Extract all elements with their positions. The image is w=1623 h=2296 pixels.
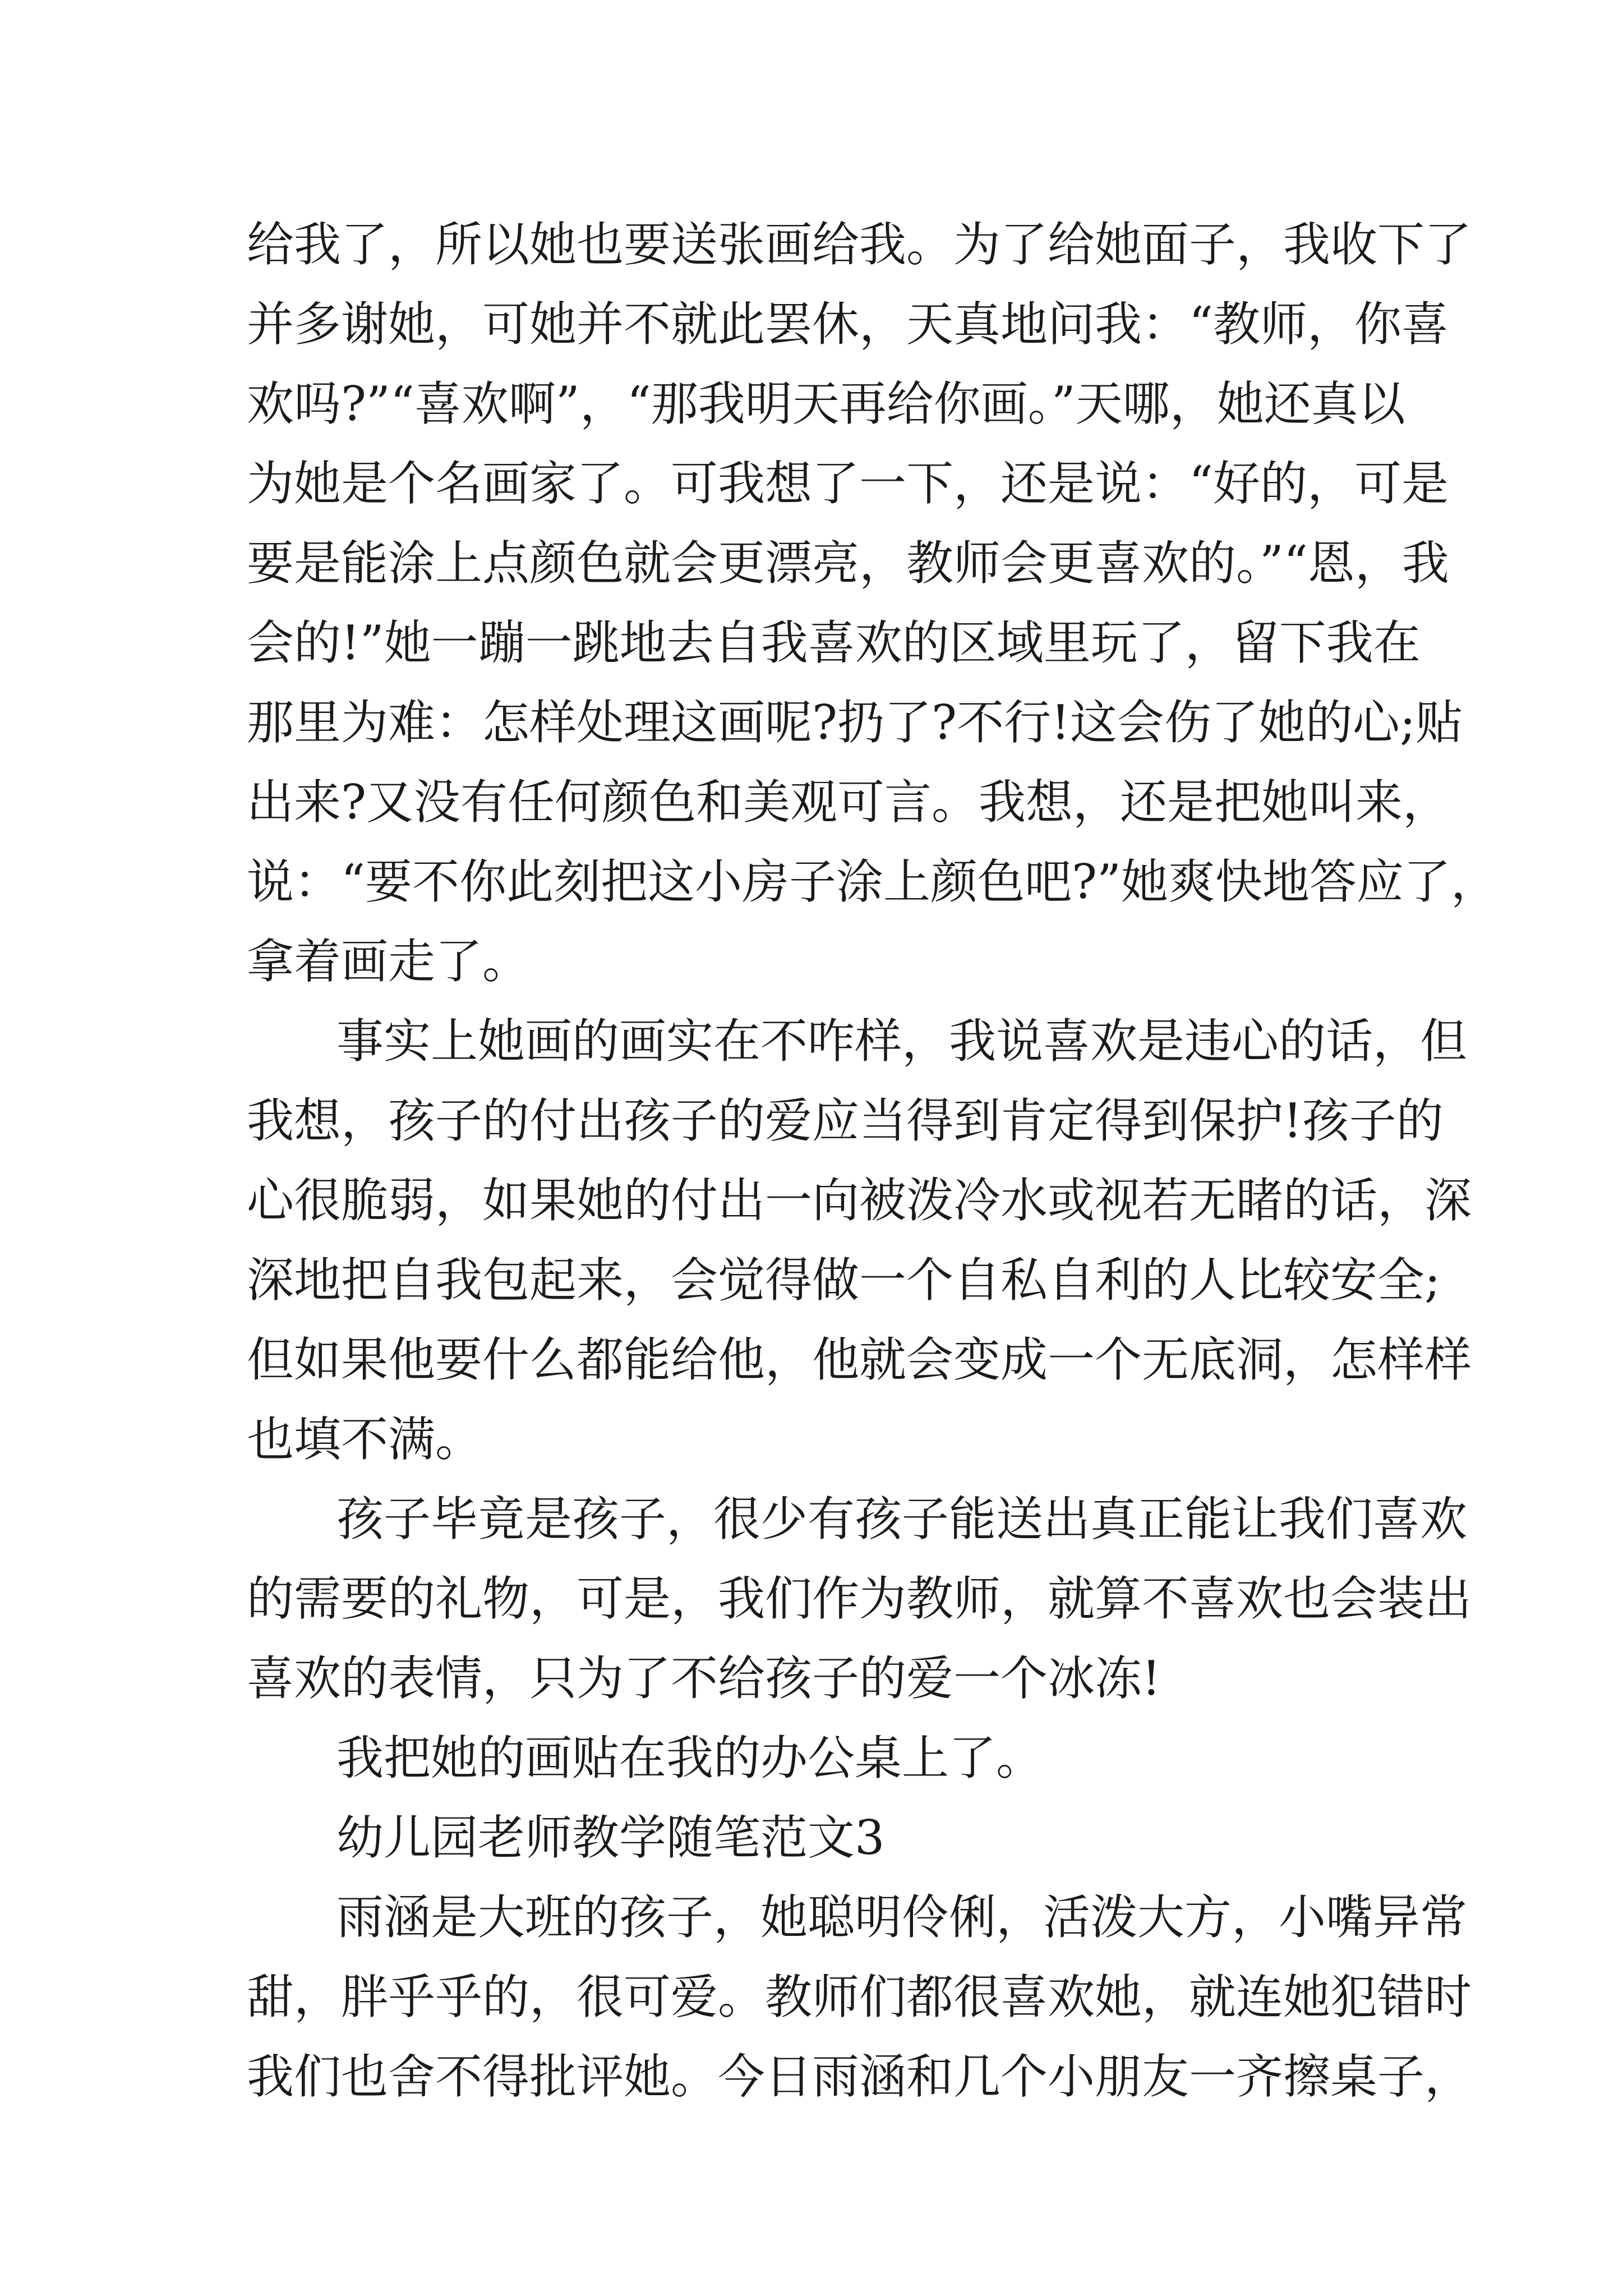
text-line: 雨涵是大班的孩子，她聪明伶俐，活泼大方，小嘴异常 [336, 1890, 1468, 1945]
text-line: 给我了，所以她也要送张画给我。为了给她面子，我收下了 [247, 217, 1472, 272]
text-line: 我们也舍不得批评她。今日雨涵和几个小朋友一齐擦桌子， [247, 2049, 1472, 2104]
text-line: 那里为难：怎样处理这画呢?扔了?不行!这会伤了她的心;贴 [247, 695, 1463, 750]
text-line: 深地把自我包起来，会觉得做一个自私自利的人比较安全; [247, 1253, 1441, 1308]
text-line: 欢吗?”“喜欢啊”，“那我明天再给你画。”天哪，她还真以 [247, 376, 1405, 431]
body-text [247, 205, 1498, 2116]
text-line: 为她是个名画家了。可我想了一下，还是说：“好的，可是 [247, 456, 1449, 511]
text-line: 要是能涂上点颜色就会更漂亮，教师会更喜欢的。”“恩，我 [247, 536, 1449, 591]
text-line: 也填不满。 [247, 1412, 483, 1467]
section-heading [247, 1798, 1391, 1878]
text-line: 我把她的画贴在我的办公桌上了。 [336, 1731, 1044, 1786]
text-line: 但如果他要什么都能给他，他就会变成一个无底洞，怎样样 [247, 1332, 1472, 1387]
paragraph [247, 1479, 1472, 1718]
text-line: 甜，胖乎乎的，很可爱。教师们都很喜欢她，就连她犯错时 [247, 1970, 1472, 2024]
paragraph [247, 205, 1498, 1001]
text-line: 的需要的礼物，可是，我们作为教师，就算不喜欢也会装出 [247, 1571, 1472, 1626]
text-line: 并多谢她，可她并不就此罢休，天真地问我：“教师，你喜 [247, 297, 1449, 352]
text-line: 喜欢的表情，只为了不给孩子的爱一个冰冻! [247, 1651, 1161, 1706]
text-line: 事实上她画的画实在不咋样，我说喜欢是违心的话，但 [336, 1014, 1468, 1069]
text-line: 心很脆弱，如果她的付出一向被泼冷水或视若无睹的话，深 [247, 1173, 1472, 1228]
text-line: 孩子毕竟是孩子，很少有孩子能送出真正能让我们喜欢 [336, 1492, 1468, 1547]
text-line: 出来?又没有任何颜色和美观可言。我想，还是把她叫来， [247, 775, 1450, 830]
paragraph [247, 1718, 1391, 1798]
text-line: 拿着画走了。 [247, 934, 530, 989]
text-line: 说：“要不你此刻把这小房子涂上颜色吧?”她爽快地答应了， [247, 854, 1498, 909]
text-line: 我想，孩子的付出孩子的爱应当得到肯定得到保护!孩子的 [247, 1093, 1444, 1148]
text-line: 幼儿园老师教学随笔范文3 [336, 1810, 885, 1865]
text-line: 会的!”她一蹦一跳地去自我喜欢的区域里玩了，留下我在 [247, 615, 1421, 670]
paragraph [247, 1001, 1472, 1479]
paragraph [247, 1878, 1472, 2116]
